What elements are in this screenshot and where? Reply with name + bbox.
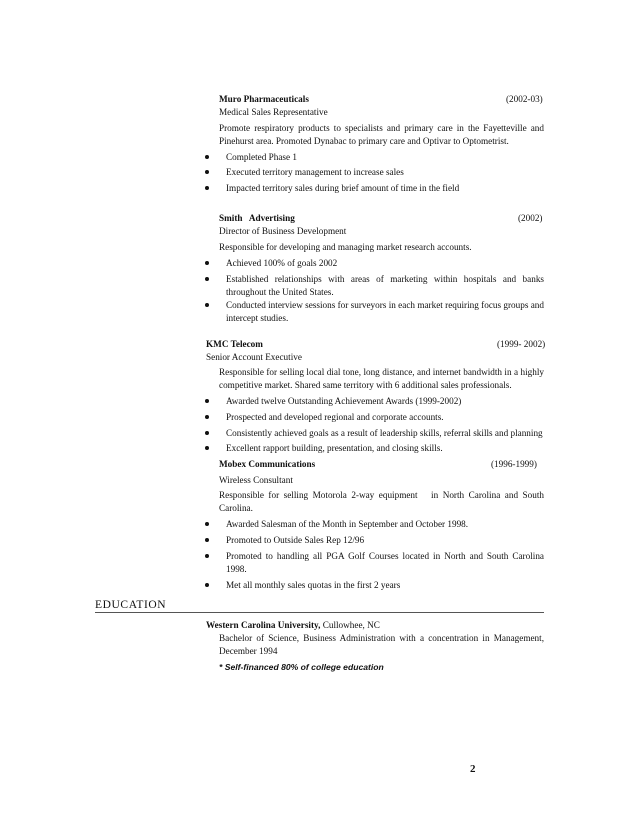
smith-bullet-2-line-1: Established relationships with areas of marketing within hospitals and banks <box>226 274 544 284</box>
degree-line-1: Bachelor of Science, Business Administration with a concentration in Management, <box>219 633 544 643</box>
smith-bullet-2-line-2: throughout the United States. <box>226 287 334 297</box>
desc-mobex-line-2: Carolina. <box>219 503 253 513</box>
bullet-icon <box>205 399 209 403</box>
desc-kmc-line-1: Responsible for selling local dial tone, long distance, and internet bandwidth in a highly <box>219 367 544 377</box>
dates-mobex: (1996-1999) <box>491 459 537 469</box>
desc-muro-line-2: Pinehurst area. Promoted Dynabac to primary care and Optivar to Optometrist. <box>219 136 509 146</box>
bullet-icon <box>205 415 209 419</box>
mobex-bullet-3-line-1: Promoted to handling all PGA Golf Courses located in North and South Carolina <box>226 551 544 561</box>
kmc-bullet-1: Awarded twelve Outstanding Achievement Awards (1999-2002) <box>226 396 462 406</box>
bullet-icon <box>205 155 209 159</box>
company-mobex: Mobex Communications <box>219 459 316 469</box>
title-smith: Director of Business Development <box>219 226 347 236</box>
bullet-icon <box>205 261 209 265</box>
mobex-bullet-4: Met all monthly sales quotas in the first 2 years <box>226 580 401 590</box>
bullet-icon <box>205 170 209 174</box>
dates-kmc: (1999- 2002) <box>497 339 546 349</box>
muro-bullet-1: Completed Phase 1 <box>226 152 297 162</box>
company-muro: Muro Pharmaceuticals <box>219 94 309 104</box>
smith-bullet-1: Achieved 100% of goals 2002 <box>226 258 338 268</box>
title-kmc: Senior Account Executive <box>206 352 302 362</box>
section-divider <box>95 612 544 613</box>
kmc-bullet-2: Prospected and developed regional and corporate accounts. <box>226 412 444 422</box>
mobex-bullet-2: Promoted to Outside Sales Rep 12/96 <box>226 535 365 545</box>
muro-bullet-3: Impacted territory sales during brief amount of time in the field <box>226 183 460 193</box>
school-name: Western Carolina University, <box>206 620 321 630</box>
degree-line-2: December 1994 <box>219 646 278 656</box>
bullet-icon <box>205 303 209 307</box>
dates-muro: (2002-03) <box>506 94 543 104</box>
desc-muro-line-1: Promote respiratory products to specialists and primary care in the Fayetteville and <box>219 123 544 133</box>
bullet-icon <box>205 431 209 435</box>
bullet-icon <box>205 277 209 281</box>
kmc-bullet-3: Consistently achieved goals as a result of leadership skills, referral skills and planning <box>226 428 543 438</box>
bullet-icon <box>205 186 209 190</box>
school-location: Cullowhee, NC <box>320 620 380 630</box>
muro-bullet-2: Executed territory management to increase sales <box>226 167 404 177</box>
mobex-bullet-1: Awarded Salesman of the Month in September and October 1998. <box>226 519 469 529</box>
page-number: 2 <box>470 763 476 775</box>
education-school-line <box>206 619 380 632</box>
section-heading-education: EDUCATION <box>95 599 167 611</box>
company-smith: Smith Advertising <box>219 213 295 223</box>
bullet-icon <box>205 583 209 587</box>
kmc-bullet-4: Excellent rapport building, presentation, and closing skills. <box>226 443 443 453</box>
mobex-bullet-3-line-2: 1998. <box>226 564 247 574</box>
bullet-icon <box>205 554 209 558</box>
smith-bullet-3-line-1: Conducted interview sessions for surveyors in each market requiring focus groups and <box>226 300 544 310</box>
title-mobex: Wireless Consultant <box>219 475 293 485</box>
title-muro: Medical Sales Representative <box>219 107 328 117</box>
desc-mobex-line-1: Responsible for selling Motorola 2-way equipment in North Carolina and South <box>219 490 544 500</box>
desc-smith-line-1: Responsible for developing and managing market research accounts. <box>219 242 472 252</box>
dates-smith: (2002) <box>518 213 543 223</box>
company-kmc: KMC Telecom <box>206 339 263 349</box>
desc-kmc-line-2: competitive market. Shared same territory with 6 additional sales professionals. <box>219 380 512 390</box>
bullet-icon <box>205 446 209 450</box>
smith-bullet-3-line-2: intercept studies. <box>226 313 289 323</box>
education-note: * Self-financed 80% of college education <box>219 662 384 672</box>
bullet-icon <box>205 538 209 542</box>
bullet-icon <box>205 522 209 526</box>
